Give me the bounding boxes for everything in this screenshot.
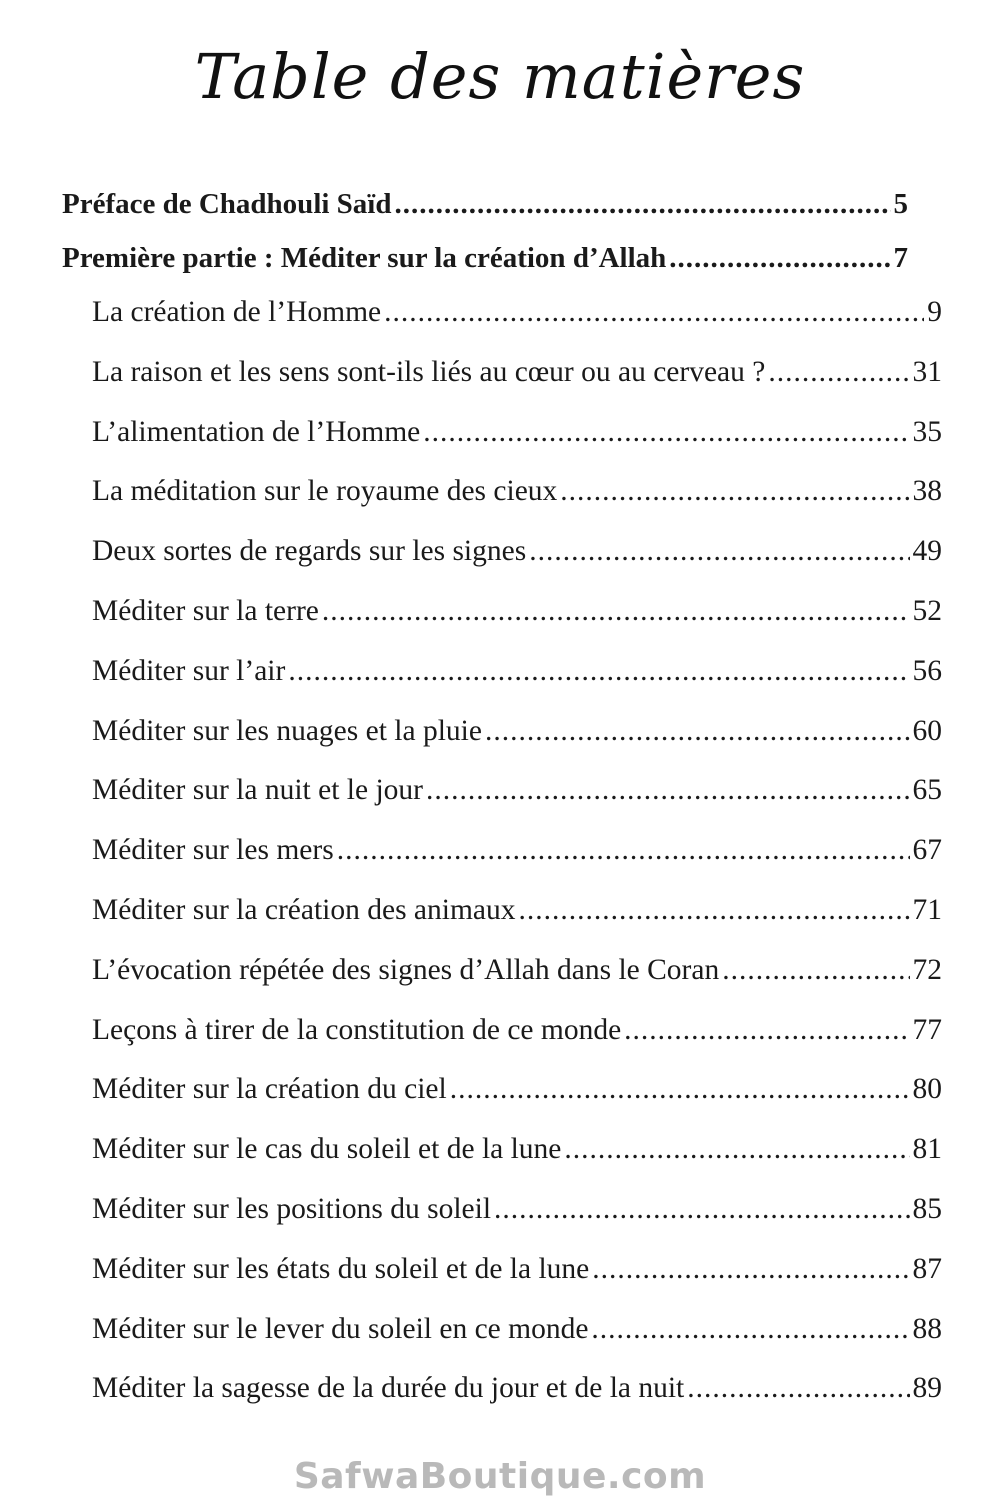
toc-entry-title: Méditer sur la terre: [92, 594, 319, 627]
toc-chapter-entry: [62, 1014, 942, 1074]
toc-chapter-entry: [62, 416, 942, 476]
toc-dot-leader: [485, 715, 910, 748]
toc-part-entry: [62, 188, 908, 242]
toc-dot-leader: [624, 1014, 909, 1047]
toc-page-number: 5: [893, 188, 908, 220]
toc-page-number: 87: [912, 1252, 942, 1285]
toc-page-number: 77: [912, 1013, 942, 1046]
toc-chapter-entry: [62, 834, 942, 894]
toc-chapter-entry: [62, 356, 942, 416]
toc-dot-leader: [687, 1372, 909, 1405]
toc-entry-title: Méditer sur la création du ciel: [92, 1073, 447, 1106]
toc-chapter-entry: [62, 296, 942, 356]
toc-entry-title: Leçons à tirer de la constitution de ce monde: [92, 1013, 622, 1046]
toc-page-number: 49: [912, 535, 942, 568]
toc-page-number: 7: [893, 242, 908, 274]
toc-entry-title: Méditer la sagesse de la durée du jour et de la nuit: [92, 1372, 685, 1405]
toc-dot-leader: [591, 1313, 909, 1346]
toc-dot-leader: [395, 188, 891, 221]
toc-chapter-entry: [62, 715, 942, 775]
toc-entry-title: Préface de Chadhouli Saïd: [62, 188, 392, 220]
toc-chapter-entry: [62, 1133, 942, 1193]
toc-chapter-entry: [62, 774, 942, 834]
toc-entry-title: L’évocation répétée des signes d’Allah dans le Coran: [92, 953, 720, 986]
toc-page-number: 35: [912, 415, 942, 448]
toc-page-number: 89: [912, 1372, 942, 1405]
toc-page-number: 72: [912, 953, 942, 986]
toc-dot-leader: [564, 1133, 909, 1166]
toc-chapter-entry: [62, 655, 942, 715]
toc-page-number: 88: [912, 1312, 942, 1345]
toc-entry-title: Méditer sur le cas du soleil et de la lune: [92, 1133, 562, 1166]
toc-entry-title: L’alimentation de l’Homme: [92, 415, 421, 448]
toc-page-number: 31: [912, 355, 942, 388]
toc-entry-title: Première partie : Méditer sur la création d’Allah: [62, 242, 667, 274]
toc-entry-title: Méditer sur le lever du soleil en ce monde: [92, 1312, 589, 1345]
toc-page-number: 71: [912, 893, 942, 926]
toc-dot-leader: [426, 774, 910, 807]
toc-dot-leader: [288, 655, 909, 688]
toc-entry-title: Méditer sur les mers: [92, 834, 334, 867]
toc-page-number: 52: [912, 594, 942, 627]
toc-chapter-entry: [62, 1073, 942, 1133]
toc-chapter-entry: [62, 894, 942, 954]
toc-page-number: 60: [912, 714, 942, 747]
toc-entry-title: Méditer sur les nuages et la pluie: [92, 714, 482, 747]
toc-entry-title: La méditation sur le royaume des cieux: [92, 475, 558, 508]
toc-chapter-entry: [62, 1372, 942, 1432]
toc-page-number: 56: [912, 654, 942, 687]
toc-chapter-entry: [62, 595, 942, 655]
toc-dot-leader: [560, 475, 909, 508]
toc-dot-leader: [529, 535, 909, 568]
toc-chapter-entry: [62, 535, 942, 595]
toc-page-number: 81: [912, 1133, 942, 1166]
page-title: Table des matières: [194, 40, 806, 113]
toc-entry-title: Méditer sur la nuit et le jour: [92, 774, 423, 807]
toc-dot-leader: [669, 242, 890, 275]
toc-chapter-entry: [62, 475, 942, 535]
toc-chapter-entry: [62, 1253, 942, 1313]
toc-page-number: 65: [912, 774, 942, 807]
toc-dot-leader: [519, 894, 910, 927]
toc-dot-leader: [494, 1193, 909, 1226]
toc-page-number: 38: [912, 475, 942, 508]
toc-entry-title: Méditer sur les états du soleil et de la lune: [92, 1252, 590, 1285]
toc-dot-leader: [423, 416, 909, 449]
toc-dot-leader: [722, 954, 909, 987]
toc-entry-title: Méditer sur la création des animaux: [92, 893, 516, 926]
toc-entry-title: La raison et les sens sont-ils liés au cœur ou au cerveau ?: [92, 355, 766, 388]
toc-dot-leader: [322, 595, 910, 628]
toc-entry-title: Deux sortes de regards sur les signes: [92, 535, 527, 568]
toc-part-entry: [62, 242, 908, 296]
toc-chapter-entry: [62, 1193, 942, 1253]
table-of-contents: [62, 188, 942, 1432]
toc-page-number: 9: [927, 296, 942, 328]
watermark: SafwaBoutique.com: [293, 1456, 707, 1497]
toc-dot-leader: [337, 834, 910, 867]
toc-entry-title: La création de l’Homme: [92, 296, 382, 328]
toc-dot-leader: [592, 1253, 909, 1286]
toc-page-number: 67: [912, 834, 942, 867]
toc-entry-title: Méditer sur les positions du soleil: [92, 1192, 492, 1225]
toc-page-number: 80: [912, 1073, 942, 1106]
toc-entry-title: Méditer sur l’air: [92, 654, 286, 687]
toc-dot-leader: [768, 356, 909, 389]
toc-dot-leader: [450, 1073, 910, 1106]
toc-chapter-entry: [62, 954, 942, 1014]
toc-dot-leader: [384, 296, 924, 329]
toc-page-number: 85: [912, 1192, 942, 1225]
toc-chapter-entry: [62, 1313, 942, 1373]
